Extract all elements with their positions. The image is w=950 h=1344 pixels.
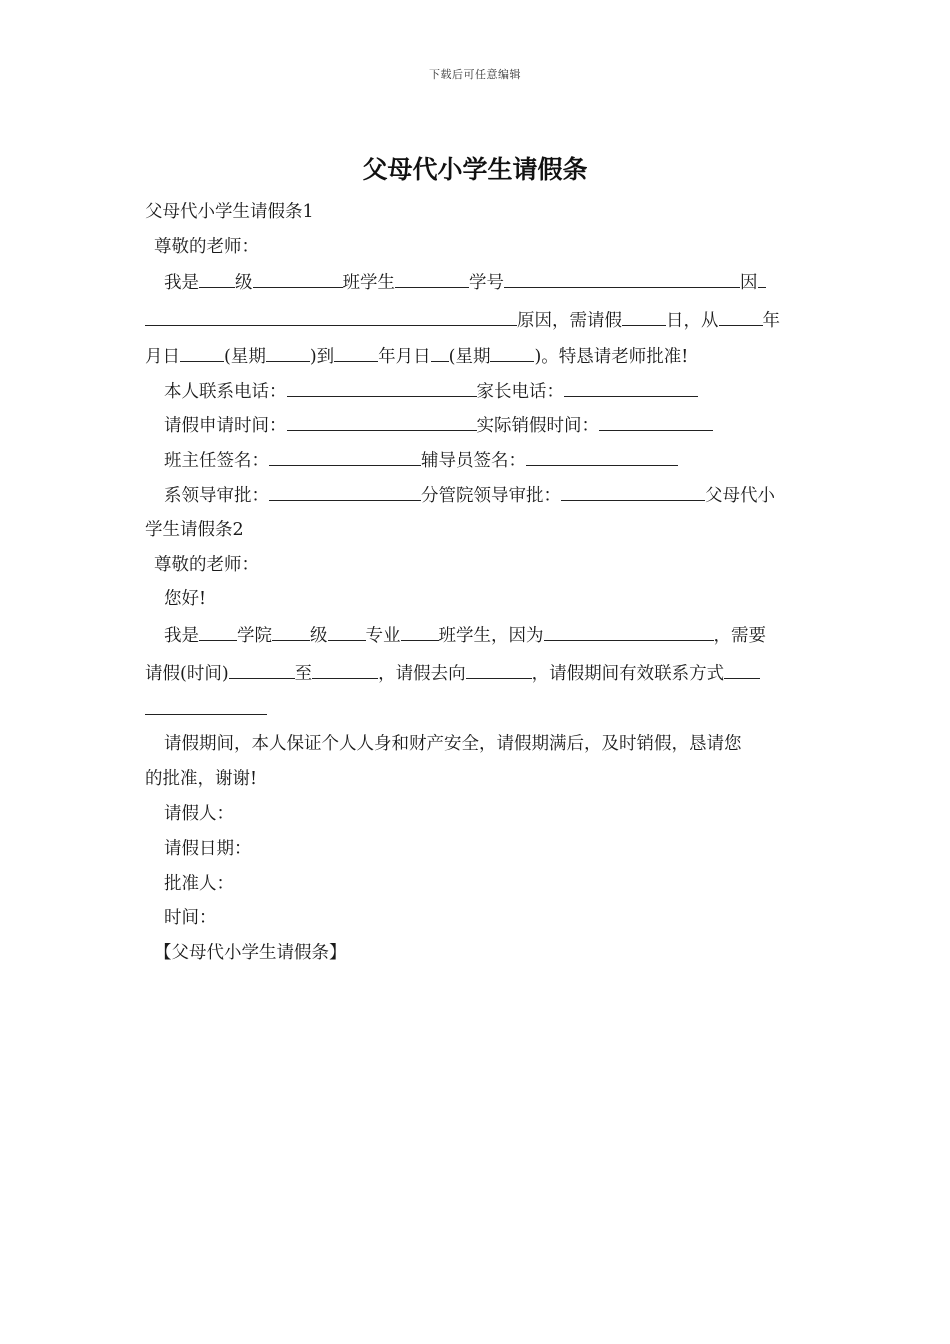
counselor-sign-field <box>526 447 678 466</box>
text-segment: 因 <box>740 273 758 293</box>
promise-line1: 请假期间，本人保证个人人身和财产安全，请假期满后，及时销假，恳请您 <box>164 734 742 754</box>
actual-end-time-field <box>599 412 713 431</box>
blank-student-id <box>504 269 740 288</box>
blank-college <box>199 622 237 641</box>
blank-reason <box>544 622 714 641</box>
approval-row <box>145 482 807 508</box>
header-note: 下载后可任意编辑 <box>429 68 521 81</box>
text-segment: 级 <box>235 273 253 293</box>
text-segment: 请假(时间) <box>145 664 229 684</box>
blank-start-weekday <box>266 343 310 362</box>
blank-reason-start <box>758 269 766 288</box>
blank-to-time <box>312 660 378 679</box>
text-segment: ，请假期间有效联系方式 <box>531 664 725 684</box>
contact-phone-label: 本人联系电话： <box>164 382 287 402</box>
text-segment: (星期 <box>448 347 491 367</box>
section1-paragraph-line3 <box>145 343 807 369</box>
text-segment: 我是 <box>164 273 199 293</box>
contact-row <box>145 378 826 404</box>
approver-label: 批准人： <box>164 874 234 894</box>
text-segment: 月日 <box>145 347 180 367</box>
text-segment: )到 <box>309 347 335 367</box>
blank-destination <box>466 660 532 679</box>
blank-reason <box>145 307 517 326</box>
teacher-sign-label: 班主任签名： <box>164 451 269 471</box>
blank-class <box>253 269 343 288</box>
text-segment: (星期 <box>224 347 266 367</box>
blank-end-weekday <box>490 343 534 362</box>
text-segment: 班学生，因为 <box>438 626 544 646</box>
teacher-sign-field <box>269 447 421 466</box>
footer-tag: 【父母代小学生请假条】 <box>154 943 347 963</box>
actual-end-time-label: 实际销假时间： <box>476 416 599 436</box>
text-segment: 日，从 <box>666 311 719 331</box>
blank-grade <box>199 269 235 288</box>
counselor-sign-label: 辅导员签名： <box>421 451 526 471</box>
dept-approval-field <box>269 482 421 501</box>
parent-phone-field <box>564 378 698 397</box>
section2-paragraph-line2 <box>145 660 807 686</box>
text-segment: 级 <box>310 626 328 646</box>
section2-heading: 学生请假条2 <box>145 520 244 540</box>
school-approval-label: 分管院领导审批： <box>421 486 561 506</box>
section1-paragraph-line2 <box>145 307 807 333</box>
text-segment: 我是 <box>164 626 199 646</box>
time-label: 时间： <box>164 908 217 928</box>
parent-phone-label: 家长电话： <box>476 382 564 402</box>
text-segment: 班学生 <box>342 273 395 293</box>
dept-approval-label: 系领导审批： <box>164 486 269 506</box>
section1-heading: 父母代小学生请假条1 <box>145 202 314 222</box>
section2-greeting: 尊敬的老师： <box>154 555 259 575</box>
blank-end-date <box>334 343 378 362</box>
blank-end-day <box>431 343 449 362</box>
section2-hello: 您好! <box>164 589 207 609</box>
contact-phone-field <box>287 378 477 397</box>
blank-major <box>328 622 366 641</box>
text-segment: 年月日 <box>378 347 431 367</box>
blank-start-day <box>180 343 224 362</box>
text-segment: 原因，需请假 <box>517 311 622 331</box>
text-segment: 专业 <box>365 626 401 646</box>
signature-row <box>145 447 826 473</box>
blank-contact-continued <box>145 696 267 715</box>
section2-paragraph-line1 <box>145 622 807 648</box>
blank-class <box>401 622 439 641</box>
blank-days <box>622 307 666 326</box>
text-segment: ，请假去向 <box>378 664 466 684</box>
section2-heading-start: 父母代小 <box>705 486 775 506</box>
text-segment: 学院 <box>237 626 272 646</box>
blank-from-time <box>229 660 295 679</box>
text-segment: 学号 <box>469 273 504 293</box>
text-segment: )。特恳请老师批准! <box>534 347 689 367</box>
school-approval-field <box>561 482 705 501</box>
section1-paragraph-line1 <box>145 269 807 295</box>
apply-time-field <box>287 412 477 431</box>
applicant-label: 请假人： <box>164 804 234 824</box>
section2-paragraph-line3 <box>145 696 807 722</box>
text-segment: 年 <box>762 311 780 331</box>
text-segment: ，需要 <box>713 626 766 646</box>
blank-student-name <box>395 269 469 288</box>
page-title: 父母代小学生请假条 <box>362 155 588 184</box>
apply-time-label: 请假申请时间： <box>164 416 287 436</box>
date-label: 请假日期： <box>164 839 252 859</box>
blank-contact <box>724 660 760 679</box>
blank-grade <box>272 622 310 641</box>
blank-year <box>719 307 763 326</box>
promise-line2: 的批准，谢谢! <box>145 769 258 789</box>
time-row <box>145 412 826 438</box>
text-segment: 至 <box>294 664 313 684</box>
section1-greeting: 尊敬的老师： <box>154 237 259 257</box>
